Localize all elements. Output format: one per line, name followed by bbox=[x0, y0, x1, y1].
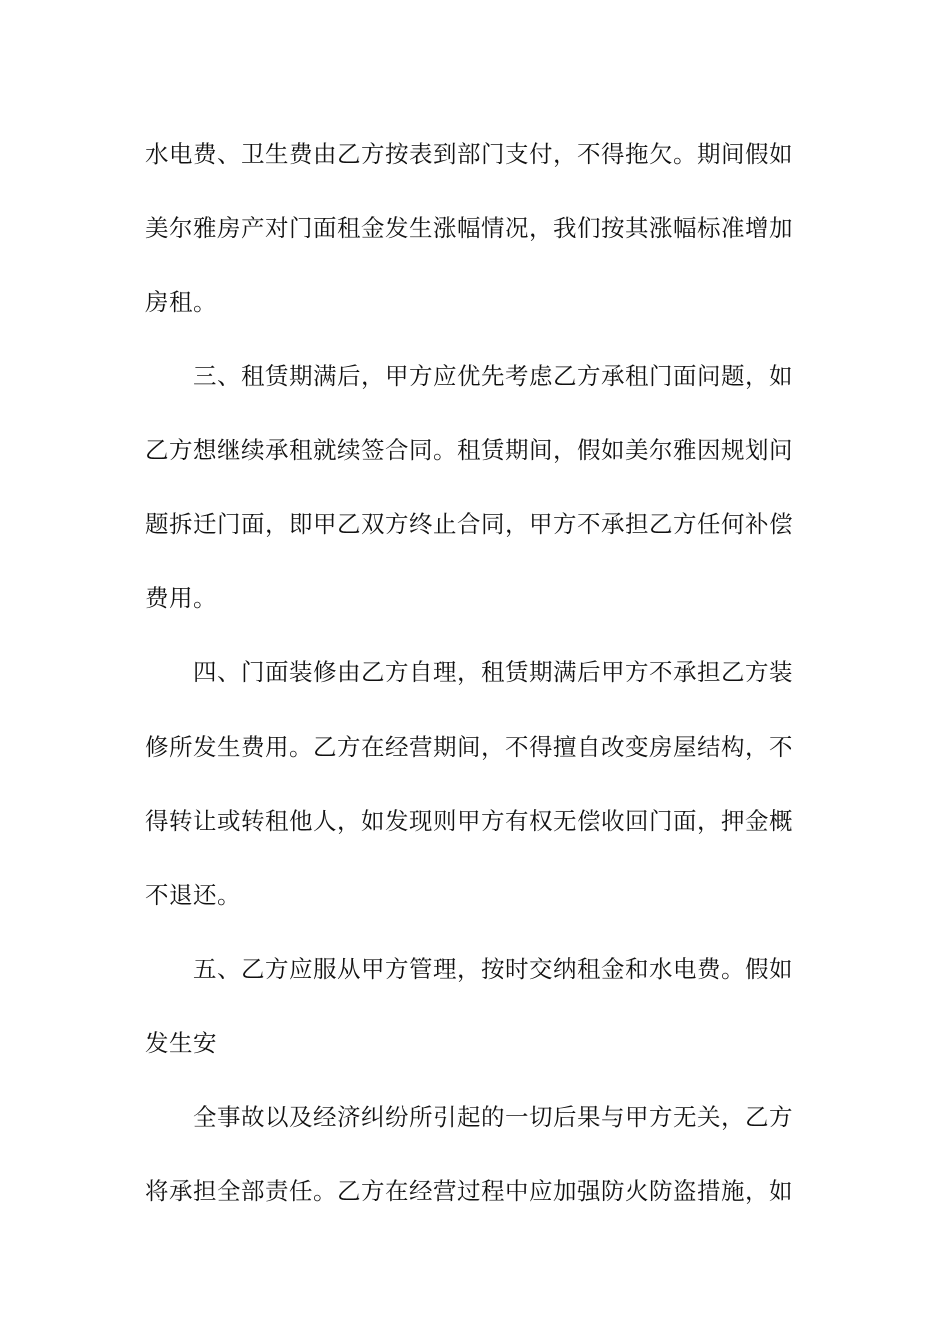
text-line-1: 水电费、卫生费由乙方按表到部门支付，不得拖欠。期间假如 bbox=[145, 140, 793, 168]
text-line-15: 将承担全部责任。乙方在经营过程中应加强防火防盗措施，如 bbox=[145, 1177, 793, 1205]
text-line-3: 房租。 bbox=[145, 288, 217, 316]
text-line-5: 乙方想继续承租就续签合同。租赁期间，假如美尔雅因规划问 bbox=[145, 436, 793, 464]
text-line-6: 题拆迁门面，即甲乙双方终止合同，甲方不承担乙方任何补偿 bbox=[145, 510, 793, 538]
text-line-11: 不退还。 bbox=[145, 881, 241, 909]
text-line-7: 费用。 bbox=[145, 584, 217, 612]
paragraph-4-start: 四、门面装修由乙方自理，租赁期满后甲方不承担乙方装 bbox=[193, 658, 793, 686]
text-line-2: 美尔雅房产对门面租金发生涨幅情况，我们按其涨幅标准增加 bbox=[145, 214, 793, 242]
paragraph-5-start: 五、乙方应服从甲方管理，按时交纳租金和水电费。假如 bbox=[193, 955, 793, 983]
paragraph-6-start: 全事故以及经济纠纷所引起的一切后果与甲方无关，乙方 bbox=[193, 1103, 793, 1131]
text-line-10: 得转让或转租他人，如发现则甲方有权无偿收回门面，押金概 bbox=[145, 807, 793, 835]
text-line-13: 发生安 bbox=[145, 1029, 217, 1057]
text-line-9: 修所发生费用。乙方在经营期间，不得擅自改变房屋结构，不 bbox=[145, 733, 793, 761]
paragraph-3-start: 三、租赁期满后，甲方应优先考虑乙方承租门面问题，如 bbox=[193, 362, 793, 390]
